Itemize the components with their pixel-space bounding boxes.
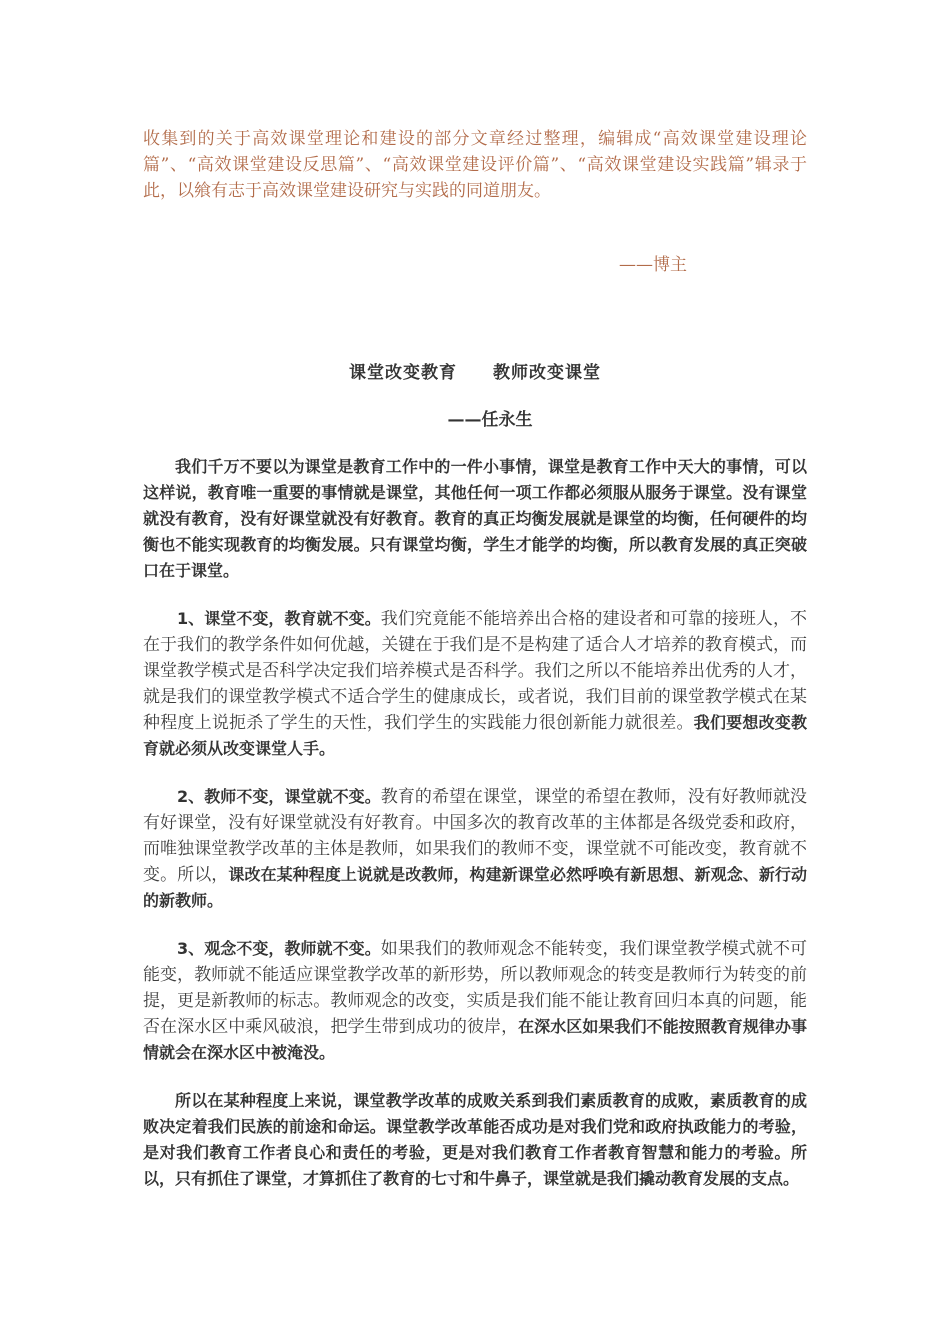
document-page xyxy=(143,126,807,1192)
point-3-body: 如果我们的教师观念不能转变，我们课堂教学模式就不可能变，教师就不能适应课堂教学改革的新形势，所以教师观念的转变是教师行为转变的前提，更是新教师的标志。教师观念的改变，实质是我们能不能让教育回归本真的问题，能否在深水区中乘风破浪，把学生带到成功的彼岸， xyxy=(143,939,808,1037)
point-2-heading: 2、教师不变，课堂就不变。 xyxy=(177,787,381,806)
point-3-heading: 3、观念不变，教师就不变。 xyxy=(177,939,381,958)
point-2-body: 教育的希望在课堂，课堂的希望在教师，没有好教师就没有好课堂，没有好课堂就没有好教育。中国多次的教育改革的主体都是各级党委和政府，而唯独课堂教学改革的主体是教师，如果我们的教师不变，课堂就不可能改变，教育就不变。所以， xyxy=(143,787,808,885)
blogger-signoff: ——博主 xyxy=(619,255,687,275)
paragraph-opening: 我们千万不要以为课堂是教育工作中的一件小事情，课堂是教育工作中天大的事情，可以这样说，教育唯一重要的事情就是课堂，其他任何一项工作都必须服从服务于课堂。没有课堂就没有教育，没有好课堂就没有好教育。教育的真正均衡发展就是课堂的均衡，任何硬件的均衡也不能实现教育的均衡发展。只有课堂均衡，学生才能学的均衡，所以教育发展的真正突破口在于课堂。 xyxy=(143,457,807,580)
article-title xyxy=(143,358,807,383)
article-title-part1: 课堂改变教育 xyxy=(349,363,457,383)
point-2-conclusion: 课改在某种程度上说就是改教师，构建新课堂必然呼唤有新思想、新观念、新行动的新教师。 xyxy=(143,865,807,910)
point-1-body: 我们究竟能不能培养出合格的建设者和可靠的接班人，不在于我们的教学条件如何优越，关键在于我们是不是构建了适合人才培养的教育模式，而课堂教学模式是否科学决定我们培养模式是否科学。我们之所以不能培养出优秀的人才，就是我们的课堂教学模式不适合学生的健康成长，或者说，我们目前的课堂教学模式在某种程度上说扼杀了学生的天性，我们学生的实践能力很创新能力就很差。 xyxy=(143,609,808,733)
point-1-heading: 1、课堂不变，教育就不变。 xyxy=(177,609,381,628)
paragraph-point-2 xyxy=(143,784,807,914)
article-author: ——任永生 xyxy=(447,410,533,430)
paragraph-closing: 所以在某种程度上来说，课堂教学改革的成败关系到我们素质教育的成败，素质教育的成败决定着我们民族的前途和命运。课堂教学改革能否成功是对我们党和政府执政能力的考验，是对我们教育工作者良心和责任的考验，更是对我们教育工作者教育智慧和能力的考验。所以，只有抓住了课堂，才算抓住了教育的七寸和牛鼻子，课堂就是我们撬动教育发展的支点。 xyxy=(143,1091,807,1188)
paragraph-point-3 xyxy=(143,936,807,1066)
intro-paragraph: 收集到的关于高效课堂理论和建设的部分文章经过整理，编辑成“高效课堂建设理论篇”、“高效课堂建设反思篇”、“高效课堂建设评价篇”、“高效课堂建设实践篇”辑录于此，以飨有志于高效课堂建设研究与实践的同道朋友。 xyxy=(143,129,807,201)
point-1-conclusion: 我们要想改变教育就必须从改变课堂人手。 xyxy=(143,713,807,758)
paragraph-point-1 xyxy=(143,606,807,762)
point-3-conclusion: 在深水区如果我们不能按照教育规律办事情就会在深水区中被淹没。 xyxy=(143,1017,807,1062)
article-title-part2: 教师改变课堂 xyxy=(493,363,601,383)
